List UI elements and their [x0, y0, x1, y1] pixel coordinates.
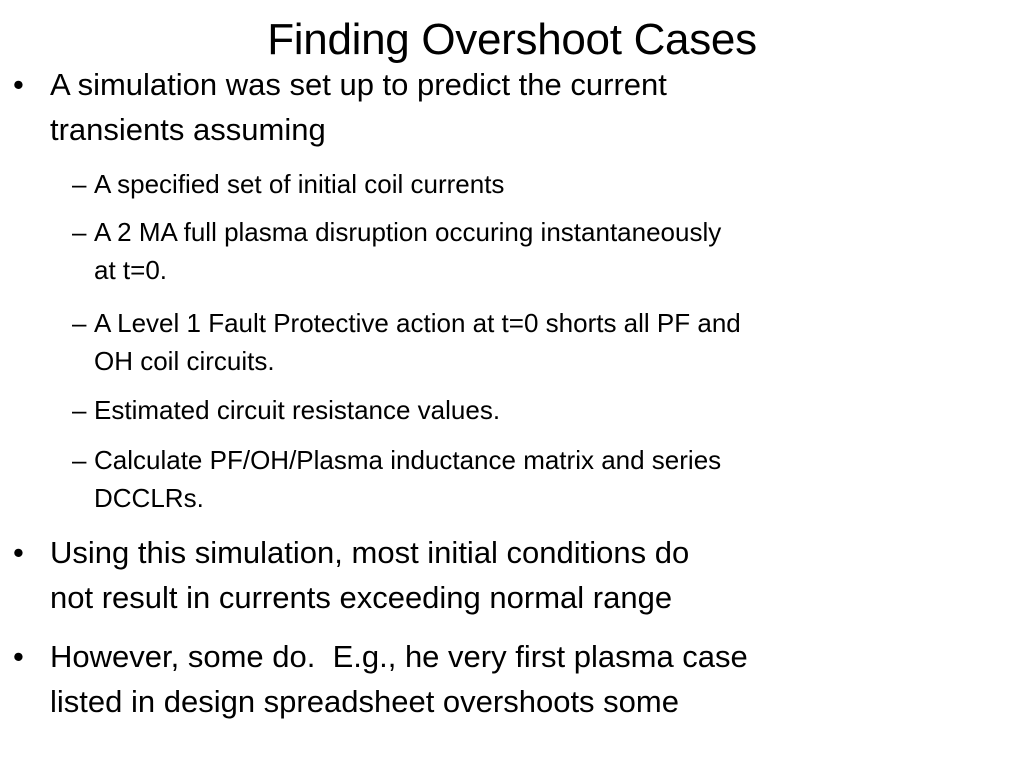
bullet-text — [50, 634, 950, 724]
bullet-marker: • — [13, 639, 24, 674]
slide-title: Finding Overshoot Cases — [267, 15, 757, 64]
subbullet-text — [94, 441, 944, 517]
subbullet-line: A Level 1 Fault Protective action at t=0 shorts all PF and — [94, 308, 741, 338]
subbullet-marker: – — [72, 395, 87, 425]
bullet-line: However, some do. E.g., he very first plasma case — [50, 639, 748, 674]
bullet-marker: • — [13, 535, 24, 570]
subbullet-marker: – — [72, 217, 87, 247]
subbullet-line: DCCLRs. — [94, 483, 204, 513]
bullet-text — [50, 62, 950, 152]
subbullet-line: Calculate PF/OH/Plasma inductance matrix and series — [94, 445, 722, 475]
bullet-text — [50, 530, 950, 620]
subbullet-line: OH coil circuits. — [94, 346, 275, 376]
subbullet-marker: – — [72, 445, 87, 475]
subbullet-line: A 2 MA full plasma disruption occuring instantaneously — [94, 217, 722, 247]
subbullet-line: A specified set of initial coil currents — [94, 169, 505, 199]
bullet-line: A simulation was set up to predict the current — [50, 67, 667, 102]
bullet-line: Using this simulation, most initial conditions do — [50, 535, 690, 570]
bullet-line: listed in design spreadsheet overshoots some — [50, 684, 679, 719]
bullet-line: transients assuming — [50, 112, 326, 147]
subbullet-text — [94, 304, 944, 380]
subbullet-line: Estimated circuit resistance values. — [94, 395, 501, 425]
subbullet-marker: – — [72, 308, 87, 338]
subbullet-text — [94, 391, 944, 429]
subbullet-marker: – — [72, 169, 87, 199]
bullet-marker: • — [13, 67, 24, 102]
subbullet-text — [94, 213, 944, 289]
subbullet-line: at t=0. — [94, 255, 167, 285]
subbullet-text — [94, 165, 944, 203]
bullet-line: not result in currents exceeding normal range — [50, 580, 673, 615]
